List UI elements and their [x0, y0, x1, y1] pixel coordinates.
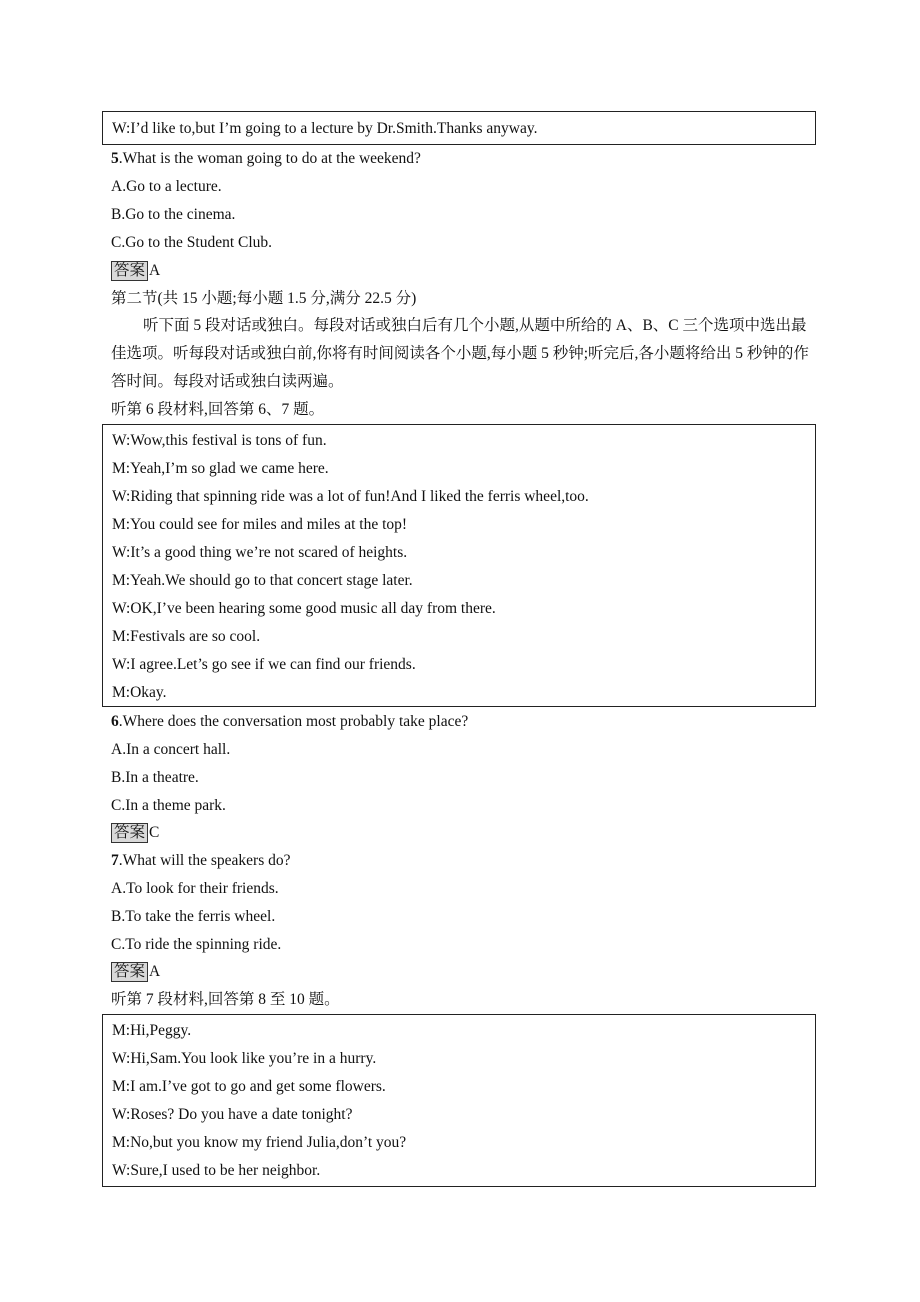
section-heading: 第二节(共 15 小题;每小题 1.5 分,满分 22.5 分): [111, 290, 417, 307]
question-number: 7: [111, 852, 119, 869]
option-c: C.Go to the Student Club.: [111, 234, 273, 251]
answer-value: C: [149, 824, 160, 841]
option-c: C.In a theme park.: [111, 797, 226, 814]
question-text: .What is the woman going to do at the weekend?: [118, 150, 421, 167]
option-b: B.In a theatre.: [111, 769, 199, 786]
option-b: B.Go to the cinema.: [111, 206, 236, 223]
material-intro: 听第 7 段材料,回答第 8 至 10 题。: [111, 991, 340, 1008]
question-text: .What will the speakers do?: [118, 852, 291, 869]
question-number: 5: [111, 150, 119, 167]
dialogue-line: W:Riding that spinning ride was a lot of fun!And I liked the ferris wheel,too.: [112, 488, 589, 505]
answer-value: A: [149, 963, 161, 980]
answer-row: [111, 823, 159, 843]
question-text: .Where does the conversation most probably take place?: [118, 713, 469, 730]
dialogue-line: W:It’s a good thing we’re not scared of heights.: [112, 544, 408, 561]
option-a: A.To look for their friends.: [111, 880, 279, 897]
dialogue-line: W:OK,I’ve been hearing some good music all day from there.: [112, 600, 496, 617]
dialogue-line: W:Roses? Do you have a date tonight?: [112, 1106, 353, 1123]
answer-tag: 答案: [111, 261, 148, 281]
question-5: [111, 149, 421, 169]
dialogue-line: W:Sure,I used to be her neighbor.: [112, 1162, 321, 1179]
dialogue-line: M:Festivals are so cool.: [112, 628, 261, 645]
dialogue-line: W:Wow,this festival is tons of fun.: [112, 432, 327, 449]
dialogue-line: M:Hi,Peggy.: [112, 1022, 192, 1039]
dialogue-line: M:Yeah,I’m so glad we came here.: [112, 460, 329, 477]
dialogue-line: M:Yeah.We should go to that concert stage later.: [112, 572, 413, 589]
dialogue-box-6: [102, 424, 816, 707]
dialogue-line: M:No,but you know my friend Julia,don’t you?: [112, 1134, 407, 1151]
answer-row: [111, 261, 160, 281]
answer-value: A: [149, 262, 161, 279]
dialogue-line: W:Hi,Sam.You look like you’re in a hurry.: [112, 1050, 377, 1067]
dialogue-line: W:I’d like to,but I’m going to a lecture by Dr.Smith.Thanks anyway.: [112, 120, 538, 137]
option-a: A.Go to a lecture.: [111, 178, 222, 195]
option-b: B.To take the ferris wheel.: [111, 908, 276, 925]
answer-row: [111, 962, 160, 982]
dialogue-line: M:I am.I’ve got to go and get some flowers.: [112, 1078, 386, 1095]
option-c: C.To ride the spinning ride.: [111, 936, 282, 953]
option-a: A.In a concert hall.: [111, 741, 231, 758]
dialogue-box-5: [102, 111, 816, 145]
dialogue-box-7: [102, 1014, 816, 1187]
dialogue-line: M:You could see for miles and miles at the top!: [112, 516, 408, 533]
question-7: [111, 851, 290, 871]
answer-tag: 答案: [111, 823, 148, 843]
question-number: 6: [111, 713, 119, 730]
question-6: [111, 712, 468, 732]
dialogue-line: M:Okay.: [112, 684, 167, 701]
dialogue-line: W:I agree.Let’s go see if we can find our friends.: [112, 656, 416, 673]
answer-tag: 答案: [111, 962, 148, 982]
section-instructions: 听下面 5 段对话或独白。每段对话或独白后有几个小题,从题中所给的 A、B、C 三个选项中选出最佳选项。听每段对话或独白前,你将有时间阅读各个小题,每小题 5 秒钟;听完后,各小题将给出 5 秒钟的作答时间。每段对话或独白读两遍。: [111, 317, 809, 390]
material-intro: 听第 6 段材料,回答第 6、7 题。: [111, 401, 325, 418]
